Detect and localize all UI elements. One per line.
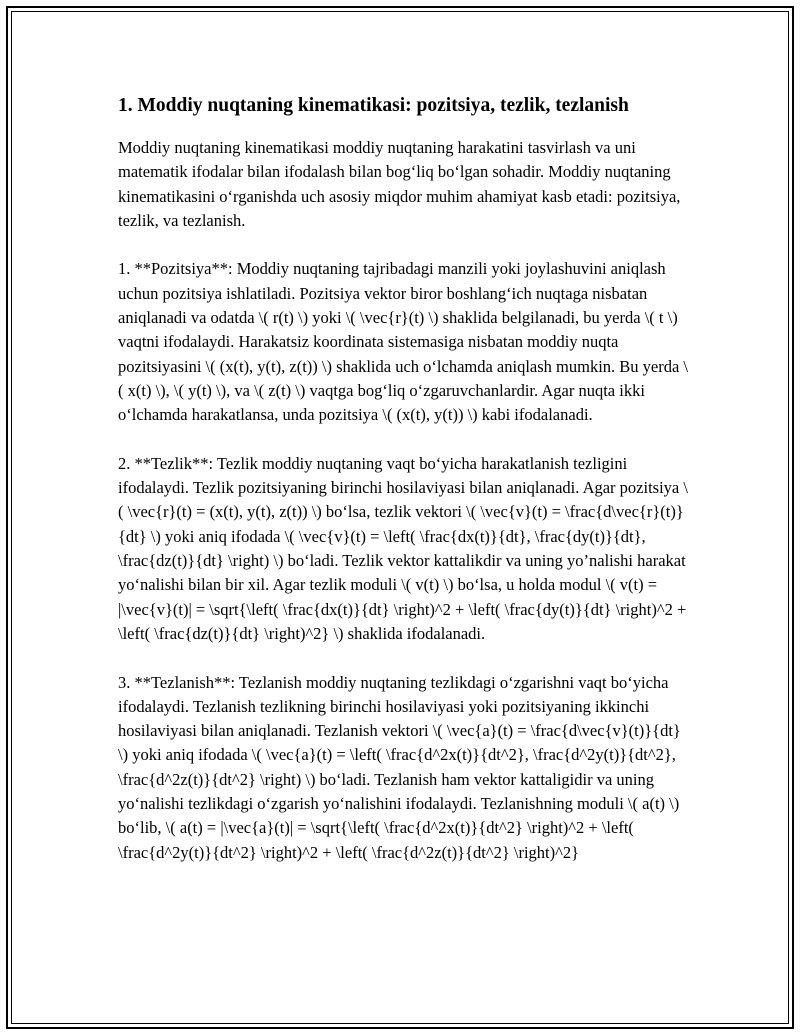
intro-paragraph: Moddiy nuqtaning kinematikasi moddiy nuqtaning harakatini tasvirlash va uni matematik ifodalar bilan ifodalash bilan bog‘liq bo‘lgan sohadir. Moddiy nuqtaning kinematikasini o‘rganishda uch asosiy miqdor muhim ahamiyat kasb etadi: pozitsiya, tezlik, va tezlanish. [118,138,681,230]
section-title: 1. Moddiy nuqtaning kinematikasi: pozitsiya, tezlik, tezlanish [118,95,629,116]
velocity-paragraph: 2. **Tezlik**: Tezlik moddiy nuqtaning vaqt bo‘yicha harakatlanish tezligini ifodalaydi. Tezlik pozitsiyaning birinchi hosilaviyasi bilan aniqlanadi. Agar pozitsiya \( \vec{r}(t) = (x(t), y(t), z(t)) \) bo‘lsa, tezlik vektori \( \vec{v}(t) = \frac{d\vec{r}(t)}{dt} \) yoki aniq ifodada \( \vec{v}(t) = \left( \frac{dx(t)}{dt}, \frac{dy(t)}{dt}, \frac{dz(t)}{dt} \right) \) bo‘ladi. Tezlik vektor kattalikdir va uning yo’nalishi harakat yo‘nalishi bilan bir xil. Agar tezlik moduli \( v(t) \) bo‘lsa, u holda modul \( v(t) = |\vec{v}(t)| = \sqrt{\left( \frac{dx(t)}{dt} \right)^2 + \left( \frac{dy(t)}{dt} \right)^2 + \left( \frac{dz(t)}{dt} \right)^2} \) shaklida ifodalanadi. [118,453,688,643]
document-page [118,90,688,889]
acceleration-paragraph: 3. **Tezlanish**: Tezlanish moddiy nuqtaning tezlikdagi o‘zgarishni vaqt bo‘yicha ifodalaydi. Tezlanish tezlikning birinchi hosilaviyasi yoki pozitsiyaning ikkinchi hosilaviyasi bilan aniqlanadi. Tezlanish vektori \( \vec{a}(t) = \frac{d\vec{v}(t)}{dt} \) yoki aniq ifodada \( \vec{a}(t) = \left( \frac{d^2x(t)}{dt^2}, \frac{d^2y(t)}{dt^2}, \frac{d^2z(t)}{dt^2} \right) \) bo‘ladi. Tezlanish ham vektor kattaligidir va uning yo‘nalishi tezlikdagi o‘zgarish yo‘nalishini ifodalaydi. Tezlanishning moduli \( a(t) \) bo‘lib, \( a(t) = |\vec{a}(t)| = \sqrt{\left( \frac{d^2x(t)}{dt^2} \right)^2 + \left( \frac{d^2y(t)}{dt^2} \right)^2 + \left( \frac{d^2z(t)}{dt^2} \right)^2} [118,672,681,862]
position-paragraph: 1. **Pozitsiya**: Moddiy nuqtaning tajribadagi manzili yoki joylashuvini aniqlash uchun pozitsiya ishlatiladi. Pozitsiya vektor biror boshlang‘ich nuqtaga nisbatan aniqlanadi va odatda \( r(t) \) yoki \( \vec{r}(t) \) shaklida belgilanadi, bu yerda \( t \) vaqtni ifodalaydi. Harakatsiz koordinata sistemasiga nisbatan moddiy nuqta pozitsiyasini \( (x(t), y(t), z(t)) \) shaklida uch o‘lchamda aniqlash mumkin. Bu yerda \( x(t) \), \( y(t) \), va \( z(t) \) vaqtga bog‘liq o‘zgaruvchanlardir. Agar nuqta ikki o‘lchamda harakatlansa, unda pozitsiya \( (x(t), y(t)) \) kabi ifodalanadi. [118,259,689,425]
